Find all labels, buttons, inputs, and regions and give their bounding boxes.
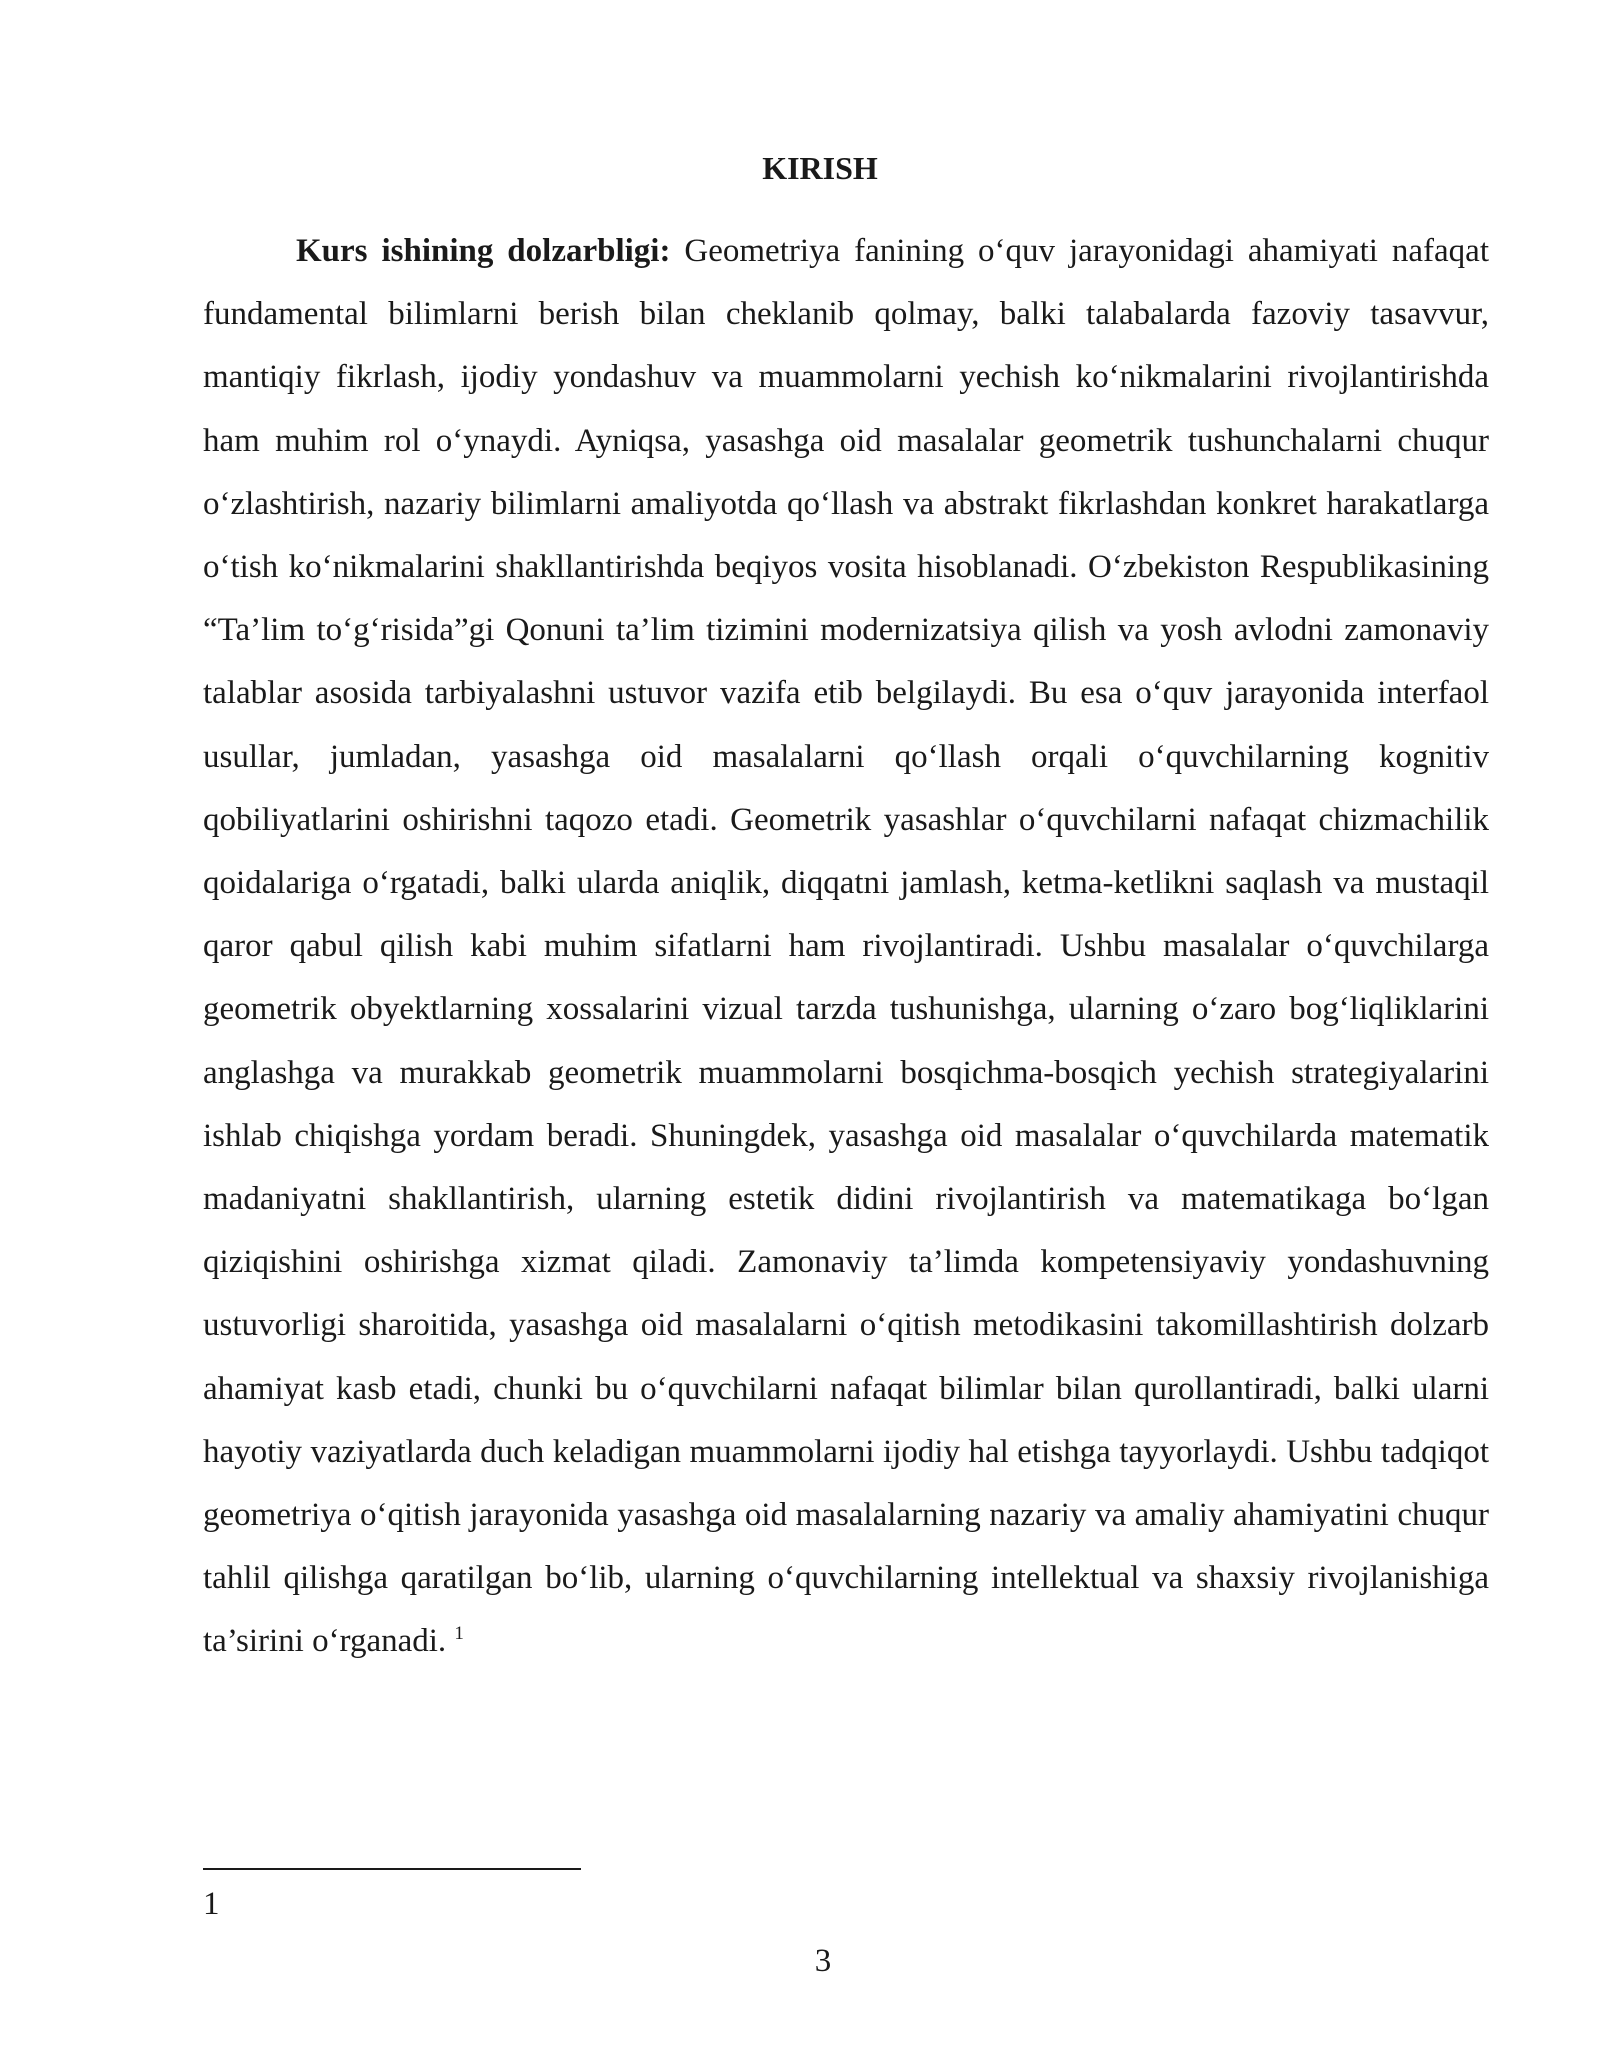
footnote-number: 1 xyxy=(203,1886,220,1922)
section-title: KIRISH xyxy=(762,150,878,186)
lead-label: Kurs ishining dolzarbligi: xyxy=(296,233,671,269)
body-paragraph xyxy=(203,220,1489,1674)
footnote-reference[interactable]: 1 xyxy=(454,1623,464,1645)
paragraph-text: Geometriya fanining o‘quv jarayonidagi ahamiyati nafaqat fundamental bilimlarni berish bilan cheklanib qolmay, balki talabalarda fazoviy tasavvur, mantiqiy fikrlash, ijodiy yondashuv va muammolarni yechish ko‘nikmalarini rivojlantirishda ham muhim rol o‘ynaydi. Ayniqsa, yasashga oid masalalar geometrik tushunchalarni chuqur o‘zlashtirish, nazariy bilimlarni amaliyotda qo‘llash va abstrakt fikrlashdan konkret harakatlarga o‘tish ko‘nikmalarini shakllantirishda beqiyos vosita hisoblanadi. O‘zbekiston Respublikasining “Ta’lim to‘g‘risida”gi Qonuni ta’lim tizimini modernizatsiya qilish va yosh avlodni zamonaviy talablar asosida tarbiyalashni ustuvor vazifa etib belgilaydi. Bu esa o‘quv jarayonida interfaol usullar, jumladan, yasashga oid masalalarni qo‘llash orqali o‘quvchilarning kognitiv qobiliyatlarini oshirishni taqozo etadi. Geometrik yasashlar o‘quvchilarni nafaqat chizmachilik qoidalariga o‘rgatadi, balki ularda aniqlik, diqqatni jamlash, ketma-ketlikni saqlash va mustaqil qaror qabul qilish kabi muhim sifatlarni ham rivojlantiradi. Ushbu masalalar o‘quvchilarga geometrik obyektlarning xossalarini vizual tarzda tushunishga, ularning o‘zaro bog‘liqliklarini anglashga va murakkab geometrik muammolarni bosqichma-bosqich yechish strategiyalarini ishlab chiqishga yordam beradi. Shuningdek, yasashga oid masalalar o‘quvchilarda matematik madaniyatni shakllantirish, ularning estetik didini rivojlantirish va matematikaga bo‘lgan qiziqishini oshirishga xizmat qiladi. Zamonaviy ta’limda kompetensiyaviy yondashuvning ustuvorligi sharoitida, yasashga oid masalalarni o‘qitish metodikasini takomillashtirish dolzarb ahamiyat kasb etadi, chunki bu o‘quvchilarni nafaqat bilimlar bilan qurollantiradi, balki ularni hayotiy vaziyatlarda duch keladigan muammolarni ijodiy hal etishga tayyorlaydi. Ushbu tadqiqot geometriya o‘qitish jarayonida yasashga oid masalalarning nazariy va amaliy ahamiyatini chuqur tahlil qilishga qaratilgan bo‘lib, ularning o‘quvchilarning intellektual va shaxsiy rivojlanishiga ta’sirini o‘rganadi. xyxy=(203,233,1489,1660)
footnote-separator xyxy=(203,1868,581,1870)
page-number: 3 xyxy=(814,1943,832,1979)
